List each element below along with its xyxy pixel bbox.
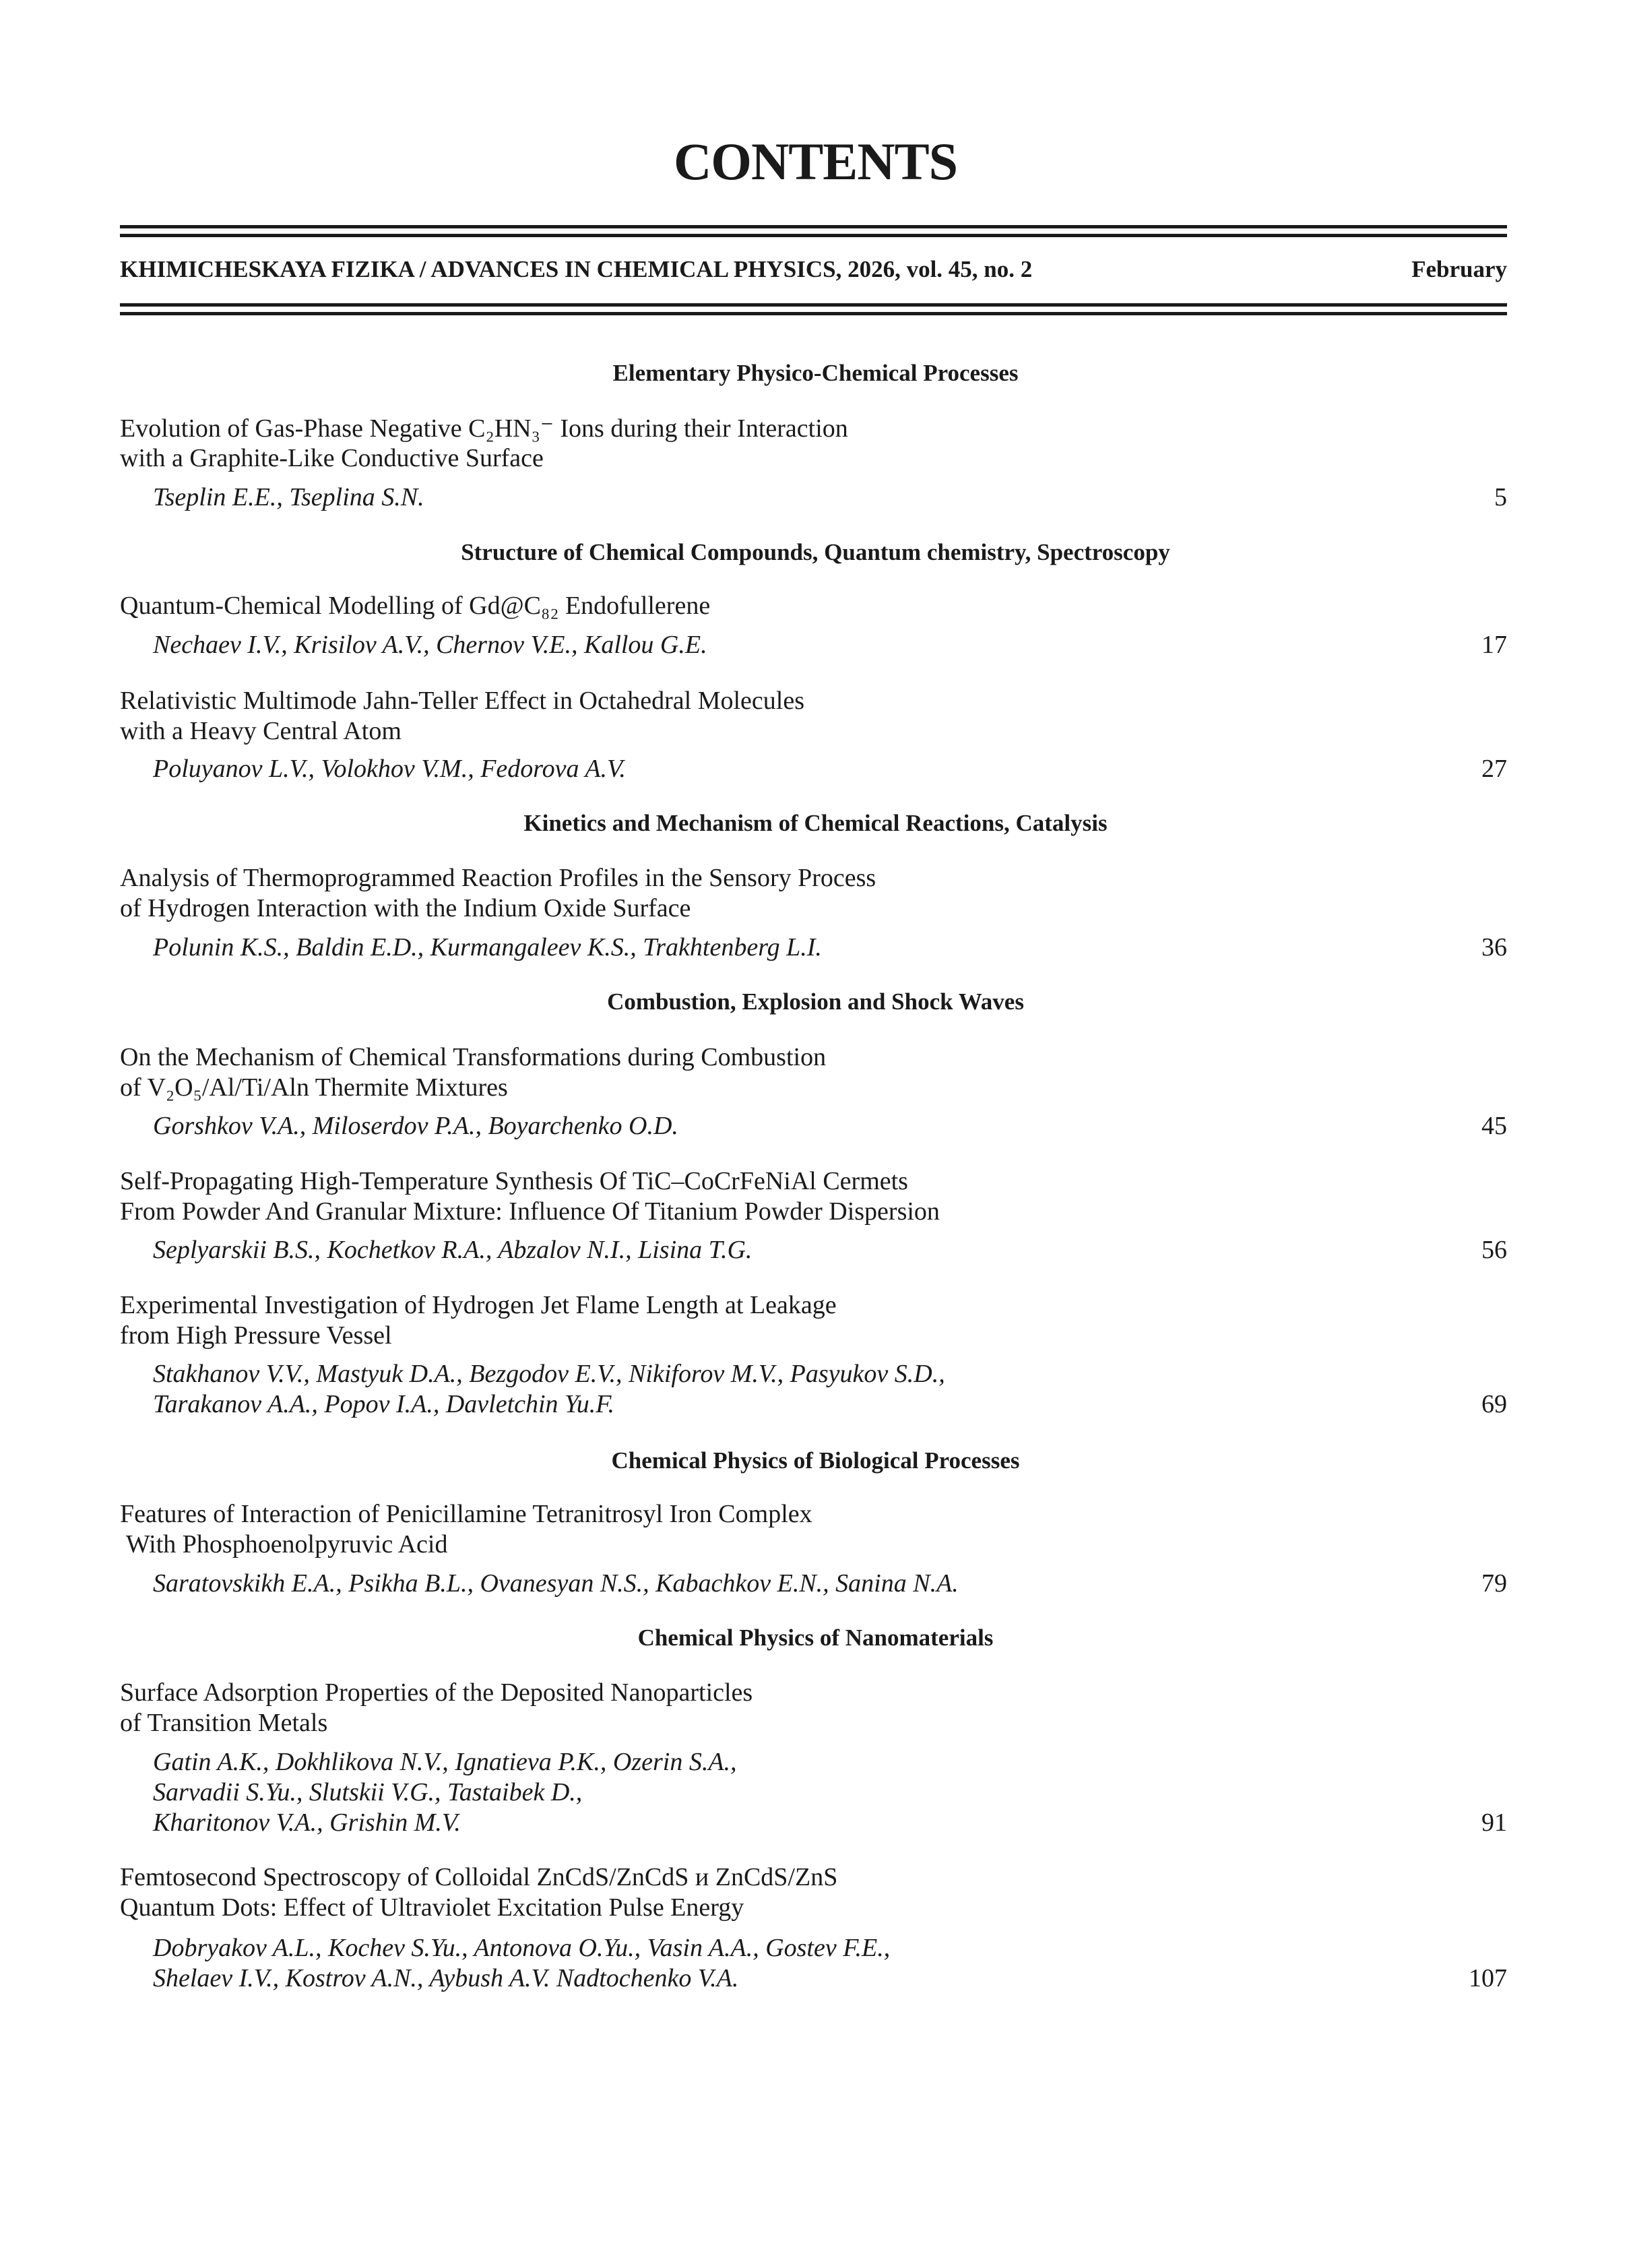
page-number: 79 (1481, 1569, 1507, 1598)
article-title[interactable]: of Transition Metals (120, 1709, 328, 1737)
article-authors: Seplyarskii B.S., Kochetkov R.A., Abzalov N.I., Lisina T.G. (153, 1236, 753, 1264)
article-authors: Tarakanov A.A., Popov I.A., Davletchin Yu.F. (153, 1390, 615, 1418)
article-authors: Nechaev I.V., Krisilov A.V., Chernov V.E., Kallou G.E. (153, 631, 707, 659)
article-authors: Gatin A.K., Dokhlikova N.V., Ignatieva P.K., Ozerin S.A., (153, 1748, 737, 1776)
page-number: 69 (1481, 1390, 1507, 1418)
page-number: 5 (1494, 483, 1507, 511)
article-title[interactable]: Experimental Investigation of Hydrogen Jet Flame Length at Leakage (120, 1291, 837, 1319)
article-title[interactable]: Quantum-Chemical Modelling of Gd@C₈₂ Endofullerene (120, 592, 711, 620)
page-number: 91 (1481, 1808, 1507, 1837)
article-authors: Gorshkov V.A., Miloserdov P.A., Boyarchenko O.D. (153, 1112, 678, 1140)
divider (120, 225, 1507, 228)
page-title: CONTENTS (673, 132, 958, 191)
divider (120, 303, 1507, 307)
article-title[interactable]: Self-Propagating High-Temperature Synthesis Of TiC–CoCrFeNiAl Cermets (120, 1167, 908, 1195)
article-title[interactable]: Quantum Dots: Effect of Ultraviolet Excitation Pulse Energy (120, 1893, 744, 1922)
page-number: 17 (1481, 631, 1507, 659)
article-title[interactable]: from High Pressure Vessel (120, 1321, 392, 1350)
article-title[interactable]: of V₂O₅/Al/Ti/Aln Thermite Mixtures (120, 1073, 508, 1102)
article-title[interactable]: with a Heavy Central Atom (120, 717, 402, 745)
article-authors: Polunin K.S., Baldin E.D., Kurmangaleev K.S., Trakhtenberg L.I. (153, 933, 822, 962)
article-authors: Poluyanov L.V., Volokhov V.M., Fedorova A.V. (153, 755, 626, 783)
article-authors: Saratovskikh E.A., Psikha B.L., Ovanesyan N.S., Kabachkov E.N., Sanina N.A. (153, 1569, 959, 1598)
divider (120, 234, 1507, 237)
section-heading: Structure of Chemical Compounds, Quantum chemistry, Spectroscopy (461, 539, 1170, 565)
section-heading: Kinetics and Mechanism of Chemical Reactions, Catalysis (523, 810, 1108, 836)
page-number: 56 (1481, 1236, 1507, 1264)
article-title[interactable]: Femtosecond Spectroscopy of Colloidal ZnCdS/ZnCdS и ZnCdS/ZnS (120, 1863, 838, 1891)
article-authors: Kharitonov V.A., Grishin M.V. (153, 1808, 461, 1837)
article-title[interactable]: Evolution of Gas-Phase Negative C₂HN₃⁻ Ions during their Interaction (120, 414, 848, 443)
article-title[interactable]: With Phosphoenolpyruvic Acid (120, 1530, 448, 1558)
issue-month: February (1411, 256, 1507, 282)
article-authors: Stakhanov V.V., Mastyuk D.A., Bezgodov E.V., Nikiforov M.V., Pasyukov S.D., (153, 1360, 945, 1388)
page-number: 36 (1481, 933, 1507, 962)
section-heading: Chemical Physics of Nanomaterials (637, 1625, 994, 1651)
article-title[interactable]: with a Graphite-Like Conductive Surface (120, 444, 544, 472)
page-number: 27 (1481, 755, 1507, 783)
page-number: 45 (1481, 1112, 1507, 1140)
divider (120, 312, 1507, 315)
article-authors: Tseplin E.E., Tseplina S.N. (153, 483, 424, 511)
article-title[interactable]: Features of Interaction of Penicillamine Tetranitrosyl Iron Complex (120, 1500, 812, 1528)
article-title[interactable]: of Hydrogen Interaction with the Indium Oxide Surface (120, 894, 691, 922)
section-heading: Chemical Physics of Biological Processes (611, 1447, 1020, 1474)
article-title[interactable]: On the Mechanism of Chemical Transformations during Combustion (120, 1043, 827, 1071)
section-heading: Elementary Physico-Chemical Processes (612, 360, 1019, 386)
article-title[interactable]: Surface Adsorption Properties of the Deposited Nanoparticles (120, 1678, 753, 1707)
journal-header: KHIMICHESKAYA FIZIKA / ADVANCES IN CHEMICAL PHYSICS, 2026, vol. 45, no. 2 (120, 256, 1033, 282)
article-title[interactable]: From Powder And Granular Mixture: Influence Of Titanium Powder Dispersion (120, 1197, 940, 1226)
section-heading: Combustion, Explosion and Shock Waves (607, 988, 1024, 1015)
article-authors: Dobryakov A.L., Kochev S.Yu., Antonova O.Yu., Vasin A.A., Gostev F.E., (153, 1934, 891, 1962)
article-authors: Shelaev I.V., Kostrov A.N., Aybush A.V. Nadtochenko V.A. (153, 1964, 739, 1992)
article-title[interactable]: Analysis of Thermoprogrammed Reaction Profiles in the Sensory Process (120, 864, 876, 892)
article-title[interactable]: Relativistic Multimode Jahn-Teller Effect in Octahedral Molecules (120, 687, 804, 715)
article-authors: Sarvadii S.Yu., Slutskii V.G., Tastaibek D., (153, 1778, 583, 1806)
page-number: 107 (1469, 1964, 1507, 1992)
